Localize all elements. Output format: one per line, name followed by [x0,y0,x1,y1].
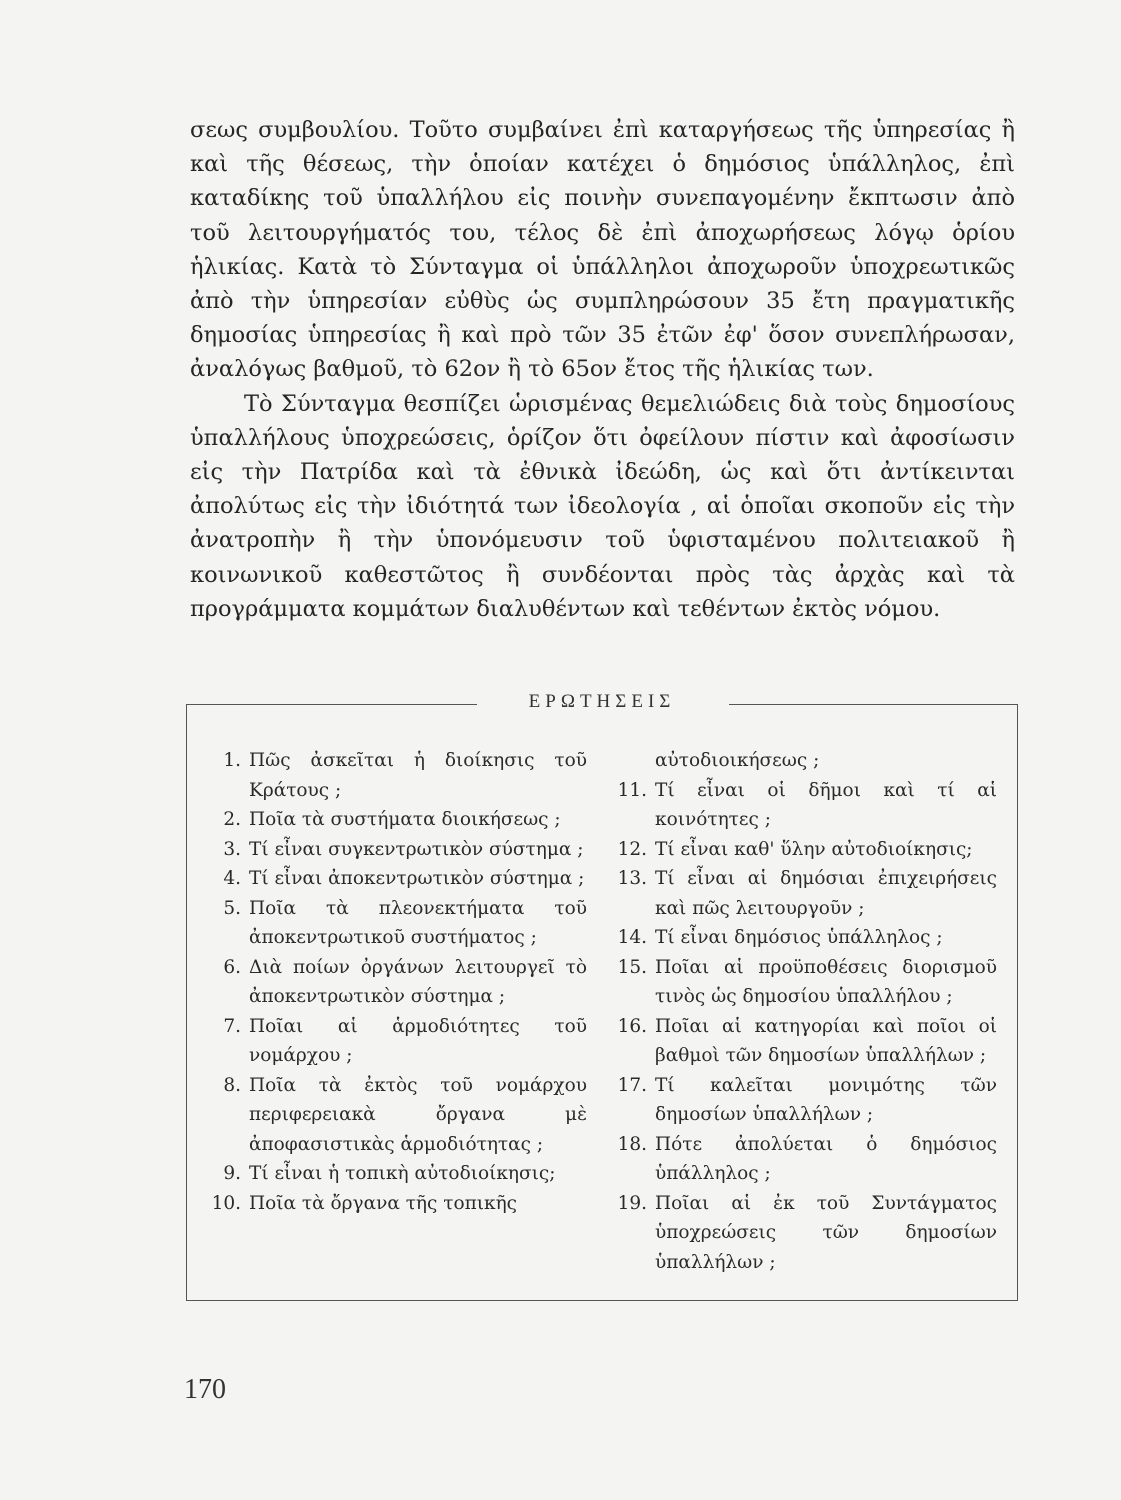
question-item: 9. Τί εἶναι ἡ τοπικὴ αὐτοδιοίκησις; [223,1163,556,1184]
questions-heading: ΕΡΩΤΗΣΕΙΣ [528,691,676,712]
question-continuation: αὐτοδιοικήσεως ; [655,750,820,771]
question-item: 4. Τί εἶναι ἀποκεντρωτικὸν σύστημα ; [223,868,585,889]
paragraph: σεως συμβουλίου. Τοῦτο συμβαίνει ἐπὶ καταργήσεως τῆς ὑπηρεσίας ἢ καὶ τῆς θέσεως, τὴν ὁποίαν κατέχει ὁ δημόσιος ὑπάλληλος, ἐπὶ καταδίκης τοῦ ὑπαλλήλου εἰς ποινὴν συνεπαγομένην ἔκπτωσιν ἀπὸ τοῦ λειτουργήματός του, τέλος δὲ ἐπὶ ἀποχωρήσεως λόγῳ ὁρίου ἡλικίας. Κατὰ τὸ Σύνταγμα οἱ ὑπάλληλοι ἀποχωροῦν ὑποχρεωτικῶς ἀπὸ τὴν ὑπηρεσίαν εὐθὺς ὡς συμπληρώσουν 35 ἔτη πραγματικῆς δημοσίας ὑπηρεσίας ἢ καὶ πρὸ τῶν 35 ἐτῶν ἐφ' ὅσον συνεπλήρωσαν, ἀναλόγως βαθμοῦ, τὸ 62ον ἢ τὸ 65ον ἔτος τῆς ἡλικίας των. [190,117,1015,383]
questions-right-column [615,746,997,1277]
question-item: 12. Τί εἶναι καθ' ὕλην αὐτοδιοίκησις; [617,838,973,860]
question-item: 11. Τί εἶναι οἱ δῆμοι καὶ τί αἱ κοινότητες ; [617,779,997,830]
question-item: 1. Πῶς ἀσκεῖται ἡ διοίκησις τοῦ Κράτους ; [223,750,587,801]
question-item: 6. Διὰ ποίων ὀργάνων λειτουργεῖ τὸ ἀποκεντρωτικὸν σύστημα ; [223,956,587,1007]
question-item: 17. Τί καλεῖται μονιμότης τῶν δημοσίων ὑπαλλήλων ; [617,1074,997,1125]
question-item: 3. Τί εἶναι συγκεντρωτικὸν σύστημα ; [223,838,584,860]
question-item: 14. Τί εἶναι δημόσιος ὑπάλληλος ; [617,927,943,948]
question-item: 13. Τί εἶναι αἱ δημόσιαι ἐπιχειρήσεις καὶ πῶς λειτουργοῦν ; [617,868,997,919]
question-item: 18. Πότε ἀπολύεται ὁ δημόσιος ὑπάλληλος ; [617,1133,997,1184]
page-number: 170 [184,1374,226,1405]
question-item: 10. Ποῖα τὰ ὄργανα τῆς τοπικῆς [211,1192,518,1214]
question-item: 7. Ποῖαι αἱ ἁρμοδιότητες τοῦ νομάρχου ; [223,1015,587,1066]
question-item: 15. Ποῖαι αἱ προϋποθέσεις διορισμοῦ τινὸς ὡς δημοσίου ὑπαλλήλου ; [617,956,997,1007]
question-item: 5. Ποῖα τὰ πλεονεκτήματα τοῦ ἀποκεντρωτικοῦ συστήματος ; [223,897,587,948]
questions-left-column [209,746,587,1218]
paragraph: Τὸ Σύνταγμα θεσπίζει ὡρισμένας θεμελιώδεις διὰ τοὺς δημοσίους ὑπαλλήλους ὑποχρεώσεις, ὁρίζον ὅτι ὀφείλουν πίστιν καὶ ἀφοσίωσιν εἰς τὴν Πατρίδα καὶ τὰ ἐθνικὰ ἰδεώδη, ὡς καὶ ὅτι ἀντίκεινται ἀπολύτως εἰς τὴν ἰδιότητά των ἰδεολογία , αἱ ὁποῖαι σκοποῦν εἰς τὴν ἀνατροπὴν ἢ τὴν ὑπονόμευσιν τοῦ ὑφισταμένου πολιτειακοῦ ἢ κοινωνικοῦ καθεστῶτος ἢ συνδέονται πρὸς τὰς ἀρχὰς καὶ τὰ προγράμματα κομμάτων διαλυθέντων καὶ τεθέντων ἐκτὸς νόμου. [190,390,1015,622]
question-item: 2. Ποῖα τὰ συστήματα διοικήσεως ; [223,809,561,830]
question-item: 8. Ποῖα τὰ ἐκτὸς τοῦ νομάρχου περιφερειακὰ ὄργανα μὲ ἀποφασιστικὰς ἁρμοδιότητας ; [223,1074,587,1155]
question-item: 19. Ποῖαι αἱ ἐκ τοῦ Συντάγματος ὑποχρεώσεις τῶν δημοσίων ὑπαλλήλων ; [617,1192,997,1273]
questions-box [186,691,1018,1301]
question-item: 16. Ποῖαι αἱ κατηγορίαι καὶ ποῖοι οἱ βαθμοὶ τῶν δημοσίων ὑπαλλήλων ; [617,1015,997,1066]
body-text [190,113,1015,626]
